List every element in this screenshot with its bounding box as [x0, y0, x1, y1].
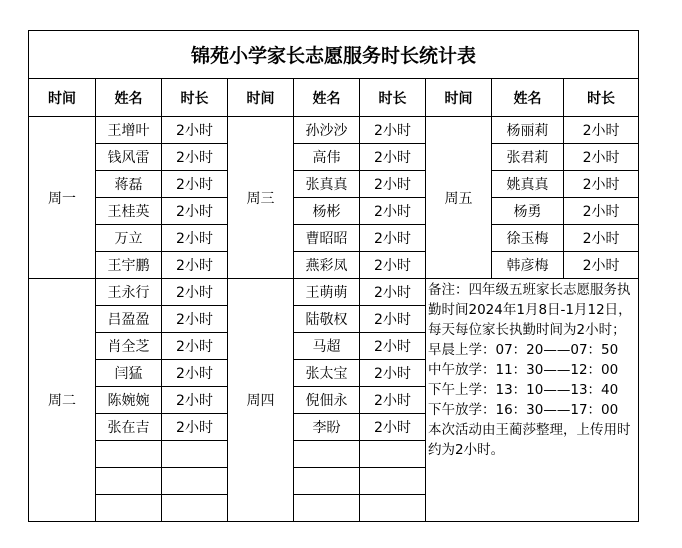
volunteer-name: 燕彩凤 [294, 252, 360, 279]
volunteer-hours: 2小时 [360, 360, 426, 387]
volunteer-hours: 2小时 [564, 252, 639, 279]
header-duration: 时长 [360, 79, 426, 117]
volunteer-name: 高伟 [294, 144, 360, 171]
volunteer-hours: 2小时 [360, 225, 426, 252]
volunteer-name: 杨彬 [294, 198, 360, 225]
volunteer-name: 曹昭昭 [294, 225, 360, 252]
note-line: 早晨上学：07：20——07：50 [428, 342, 619, 358]
volunteer-name: 蒋磊 [96, 171, 162, 198]
volunteer-hours: 2小时 [360, 252, 426, 279]
note-line: 中午放学：11：30——12：00 [428, 362, 619, 378]
volunteer-hours: 2小时 [162, 306, 228, 333]
volunteer-name: 李盼 [294, 414, 360, 441]
volunteer-hours: 2小时 [162, 144, 228, 171]
note-line: 本次活动由王蔺莎整理，上传用时约为2小时。 [428, 422, 631, 458]
volunteer-hours: 2小时 [162, 225, 228, 252]
table-row [29, 252, 639, 279]
volunteer-name: 张君莉 [492, 144, 564, 171]
volunteer-hours: 2小时 [360, 387, 426, 414]
volunteer-name: 张太宝 [294, 360, 360, 387]
volunteer-hours: 2小时 [564, 225, 639, 252]
volunteer-name: 张真真 [294, 171, 360, 198]
volunteer-name: 王桂英 [96, 198, 162, 225]
empty-cell [162, 441, 228, 468]
volunteer-hours: 2小时 [564, 198, 639, 225]
volunteer-name: 张在吉 [96, 414, 162, 441]
notes-cell [426, 279, 639, 522]
volunteer-hours-table [28, 30, 639, 522]
day-label-mon: 周一 [29, 117, 96, 279]
empty-cell [96, 441, 162, 468]
volunteer-hours: 2小时 [162, 360, 228, 387]
header-name: 姓名 [96, 79, 162, 117]
empty-cell [96, 495, 162, 522]
note-line: 下午上学：13：10——13：40 [428, 382, 619, 398]
volunteer-hours: 2小时 [564, 117, 639, 144]
table-row [29, 279, 639, 306]
volunteer-hours: 2小时 [162, 252, 228, 279]
volunteer-name: 肖全芝 [96, 333, 162, 360]
header-time: 时间 [228, 79, 294, 117]
volunteer-hours: 2小时 [360, 306, 426, 333]
note-line: 下午放学：16：30——17：00 [428, 402, 619, 418]
volunteer-name: 倪佃永 [294, 387, 360, 414]
volunteer-hours: 2小时 [564, 171, 639, 198]
volunteer-name: 孙沙沙 [294, 117, 360, 144]
note-line: 备注：四年级五班家长志愿服务执勤时间2024年1月8日-1月12日，每天每位家长执勤时间为2小时； [428, 282, 632, 338]
header-row [29, 79, 639, 117]
volunteer-name: 王永行 [96, 279, 162, 306]
volunteer-name: 陈婉婉 [96, 387, 162, 414]
volunteer-name: 钱风雷 [96, 144, 162, 171]
empty-cell [360, 441, 426, 468]
volunteer-hours: 2小时 [162, 198, 228, 225]
header-time: 时间 [426, 79, 492, 117]
volunteer-hours: 2小时 [162, 171, 228, 198]
day-label-thu: 周四 [228, 279, 294, 522]
header-name: 姓名 [294, 79, 360, 117]
volunteer-name: 马超 [294, 333, 360, 360]
day-label-wed: 周三 [228, 117, 294, 279]
table-row [29, 117, 639, 144]
table-row [29, 171, 639, 198]
header-duration: 时长 [162, 79, 228, 117]
volunteer-hours: 2小时 [360, 279, 426, 306]
empty-cell [162, 468, 228, 495]
volunteer-name: 吕盈盈 [96, 306, 162, 333]
volunteer-name: 王宇鹏 [96, 252, 162, 279]
volunteer-hours: 2小时 [162, 279, 228, 306]
volunteer-name: 姚真真 [492, 171, 564, 198]
volunteer-name: 王增叶 [96, 117, 162, 144]
volunteer-name: 王萌萌 [294, 279, 360, 306]
table-row [29, 198, 639, 225]
volunteer-hours: 2小时 [360, 333, 426, 360]
table-title: 锦苑小学家长志愿服务时长统计表 [29, 31, 639, 79]
header-name: 姓名 [492, 79, 564, 117]
volunteer-hours: 2小时 [162, 387, 228, 414]
volunteer-name: 徐玉梅 [492, 225, 564, 252]
volunteer-hours: 2小时 [564, 144, 639, 171]
volunteer-hours: 2小时 [162, 333, 228, 360]
day-label-fri: 周五 [426, 117, 492, 279]
empty-cell [294, 441, 360, 468]
header-duration: 时长 [564, 79, 639, 117]
table-row [29, 144, 639, 171]
empty-cell [294, 468, 360, 495]
volunteer-hours: 2小时 [360, 144, 426, 171]
table-row [29, 225, 639, 252]
volunteer-name: 万立 [96, 225, 162, 252]
volunteer-name: 陆敬权 [294, 306, 360, 333]
empty-cell [162, 495, 228, 522]
volunteer-name: 韩彦梅 [492, 252, 564, 279]
day-label-tue: 周二 [29, 279, 96, 522]
volunteer-hours: 2小时 [360, 171, 426, 198]
volunteer-hours: 2小时 [162, 117, 228, 144]
volunteer-name: 杨勇 [492, 198, 564, 225]
volunteer-name: 闫猛 [96, 360, 162, 387]
volunteer-hours: 2小时 [360, 198, 426, 225]
volunteer-hours: 2小时 [360, 414, 426, 441]
empty-cell [360, 468, 426, 495]
volunteer-name: 杨丽莉 [492, 117, 564, 144]
empty-cell [294, 495, 360, 522]
empty-cell [96, 468, 162, 495]
volunteer-hours-sheet [28, 30, 638, 520]
empty-cell [360, 495, 426, 522]
volunteer-hours: 2小时 [360, 117, 426, 144]
volunteer-hours: 2小时 [162, 414, 228, 441]
header-time: 时间 [29, 79, 96, 117]
